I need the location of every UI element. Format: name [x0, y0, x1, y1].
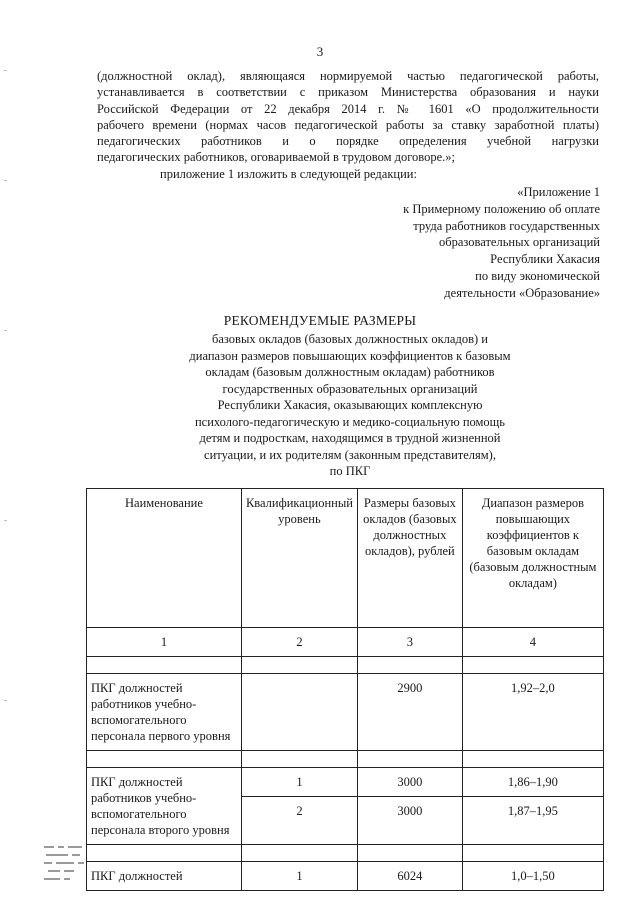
intro-line: педагогических работников, оговариваемой в трудовом договоре.»; [97, 150, 456, 165]
column-number: 3 [357, 628, 462, 657]
column-number: 1 [87, 628, 242, 657]
coefficient-range: 1,86–1,90 [462, 768, 603, 797]
base-salary: 6024 [357, 862, 462, 891]
page-number: 3 [316, 44, 324, 59]
qualification-level: 1 [241, 862, 357, 891]
group-name: ПКГ должностей [87, 862, 242, 891]
intro-paragraph [97, 68, 599, 166]
table-spacer [87, 845, 604, 862]
column-number-row [87, 628, 604, 657]
appendix-line: к Примерному положению об оплате [403, 201, 600, 216]
intro-line: (должностной оклад), являющаяся нормируемой частью педагогической работы, [97, 69, 599, 83]
table-spacer [87, 751, 604, 768]
base-salary: 3000 [357, 768, 462, 797]
amendment-instruction: приложение 1 изложить в следующей редакции: [160, 167, 417, 181]
header-range: Диапазон размеров повышающих коэффициентов к базовым окладам (базовым должностным окладам) [462, 489, 603, 628]
intro-line: рабочего времени (нормах часов педагогической работы за ставку заработной платы) [97, 117, 599, 132]
group-name: ПКГ должностей работников учебно-вспомогательного персонала первого уровня [87, 674, 242, 751]
coefficient-range: 1,87–1,95 [462, 797, 603, 845]
intro-line: педагогических работников и о порядке определения учебной нагрузки [97, 134, 599, 149]
subheading-line: ситуации, и их родителям (законным представителям), [204, 447, 496, 462]
appendix-line: деятельности «Образование» [444, 285, 600, 300]
header-name: Наименование [87, 489, 242, 628]
salary-table [86, 488, 604, 891]
coefficient-range: 1,0–1,50 [462, 862, 603, 891]
base-salary: 3000 [357, 797, 462, 845]
header-salary: Размеры базовых окладов (базовых должностных окладов), рублей [357, 489, 462, 628]
coefficient-range: 1,92–2,0 [462, 674, 603, 751]
table-row [87, 768, 604, 797]
document-subheading [0, 331, 640, 480]
appendix-reference [403, 184, 600, 302]
qualification-level [241, 674, 357, 751]
subheading-line: базовых окладов (базовых должностных окладов) и [212, 332, 488, 346]
subheading-line: государственных образовательных организаций [222, 381, 478, 396]
appendix-line: по виду экономической [475, 268, 600, 283]
column-number: 2 [241, 628, 357, 657]
intro-line: Российской Федерации от 22 декабря 2014 г. № 1601 «О продолжительности [97, 101, 599, 116]
subheading-line: по ПКГ [329, 464, 371, 478]
subheading-line: детям и подросткам, находящимся в трудной жизненной [199, 431, 501, 445]
registration-stamp-mark [40, 842, 120, 892]
subheading-line: диапазон размеров повышающих коэффициентов к базовым [189, 348, 511, 363]
table-row [87, 674, 604, 751]
intro-line: устанавливается в соответствии с приказом Министерства образования и науки [97, 85, 599, 100]
base-salary: 2900 [357, 674, 462, 751]
qualification-level: 1 [241, 768, 357, 797]
column-number: 4 [462, 628, 603, 657]
appendix-line: Республики Хакасия [490, 252, 600, 267]
subheading-line: психолого-педагогическую и медико-социальную помощь [194, 414, 506, 429]
qualification-level: 2 [241, 797, 357, 845]
subheading-line: окладам (базовым должностным окладам) работников [205, 365, 495, 379]
appendix-line: образовательных организаций [438, 235, 600, 250]
table-spacer [87, 657, 604, 674]
table-row [87, 862, 604, 891]
appendix-line: труда работников государственных [413, 218, 600, 233]
appendix-line: «Приложение 1 [517, 185, 600, 199]
group-name: ПКГ должностей работников учебно-вспомогательного персонала второго уровня [87, 768, 242, 845]
header-level: Квалификационный уровень [241, 489, 357, 628]
document-heading: РЕКОМЕНДУЕМЫЕ РАЗМЕРЫ [223, 313, 417, 328]
table-header-row [87, 489, 604, 628]
subheading-line: Республики Хакасия, оказывающих комплексную [217, 398, 483, 412]
